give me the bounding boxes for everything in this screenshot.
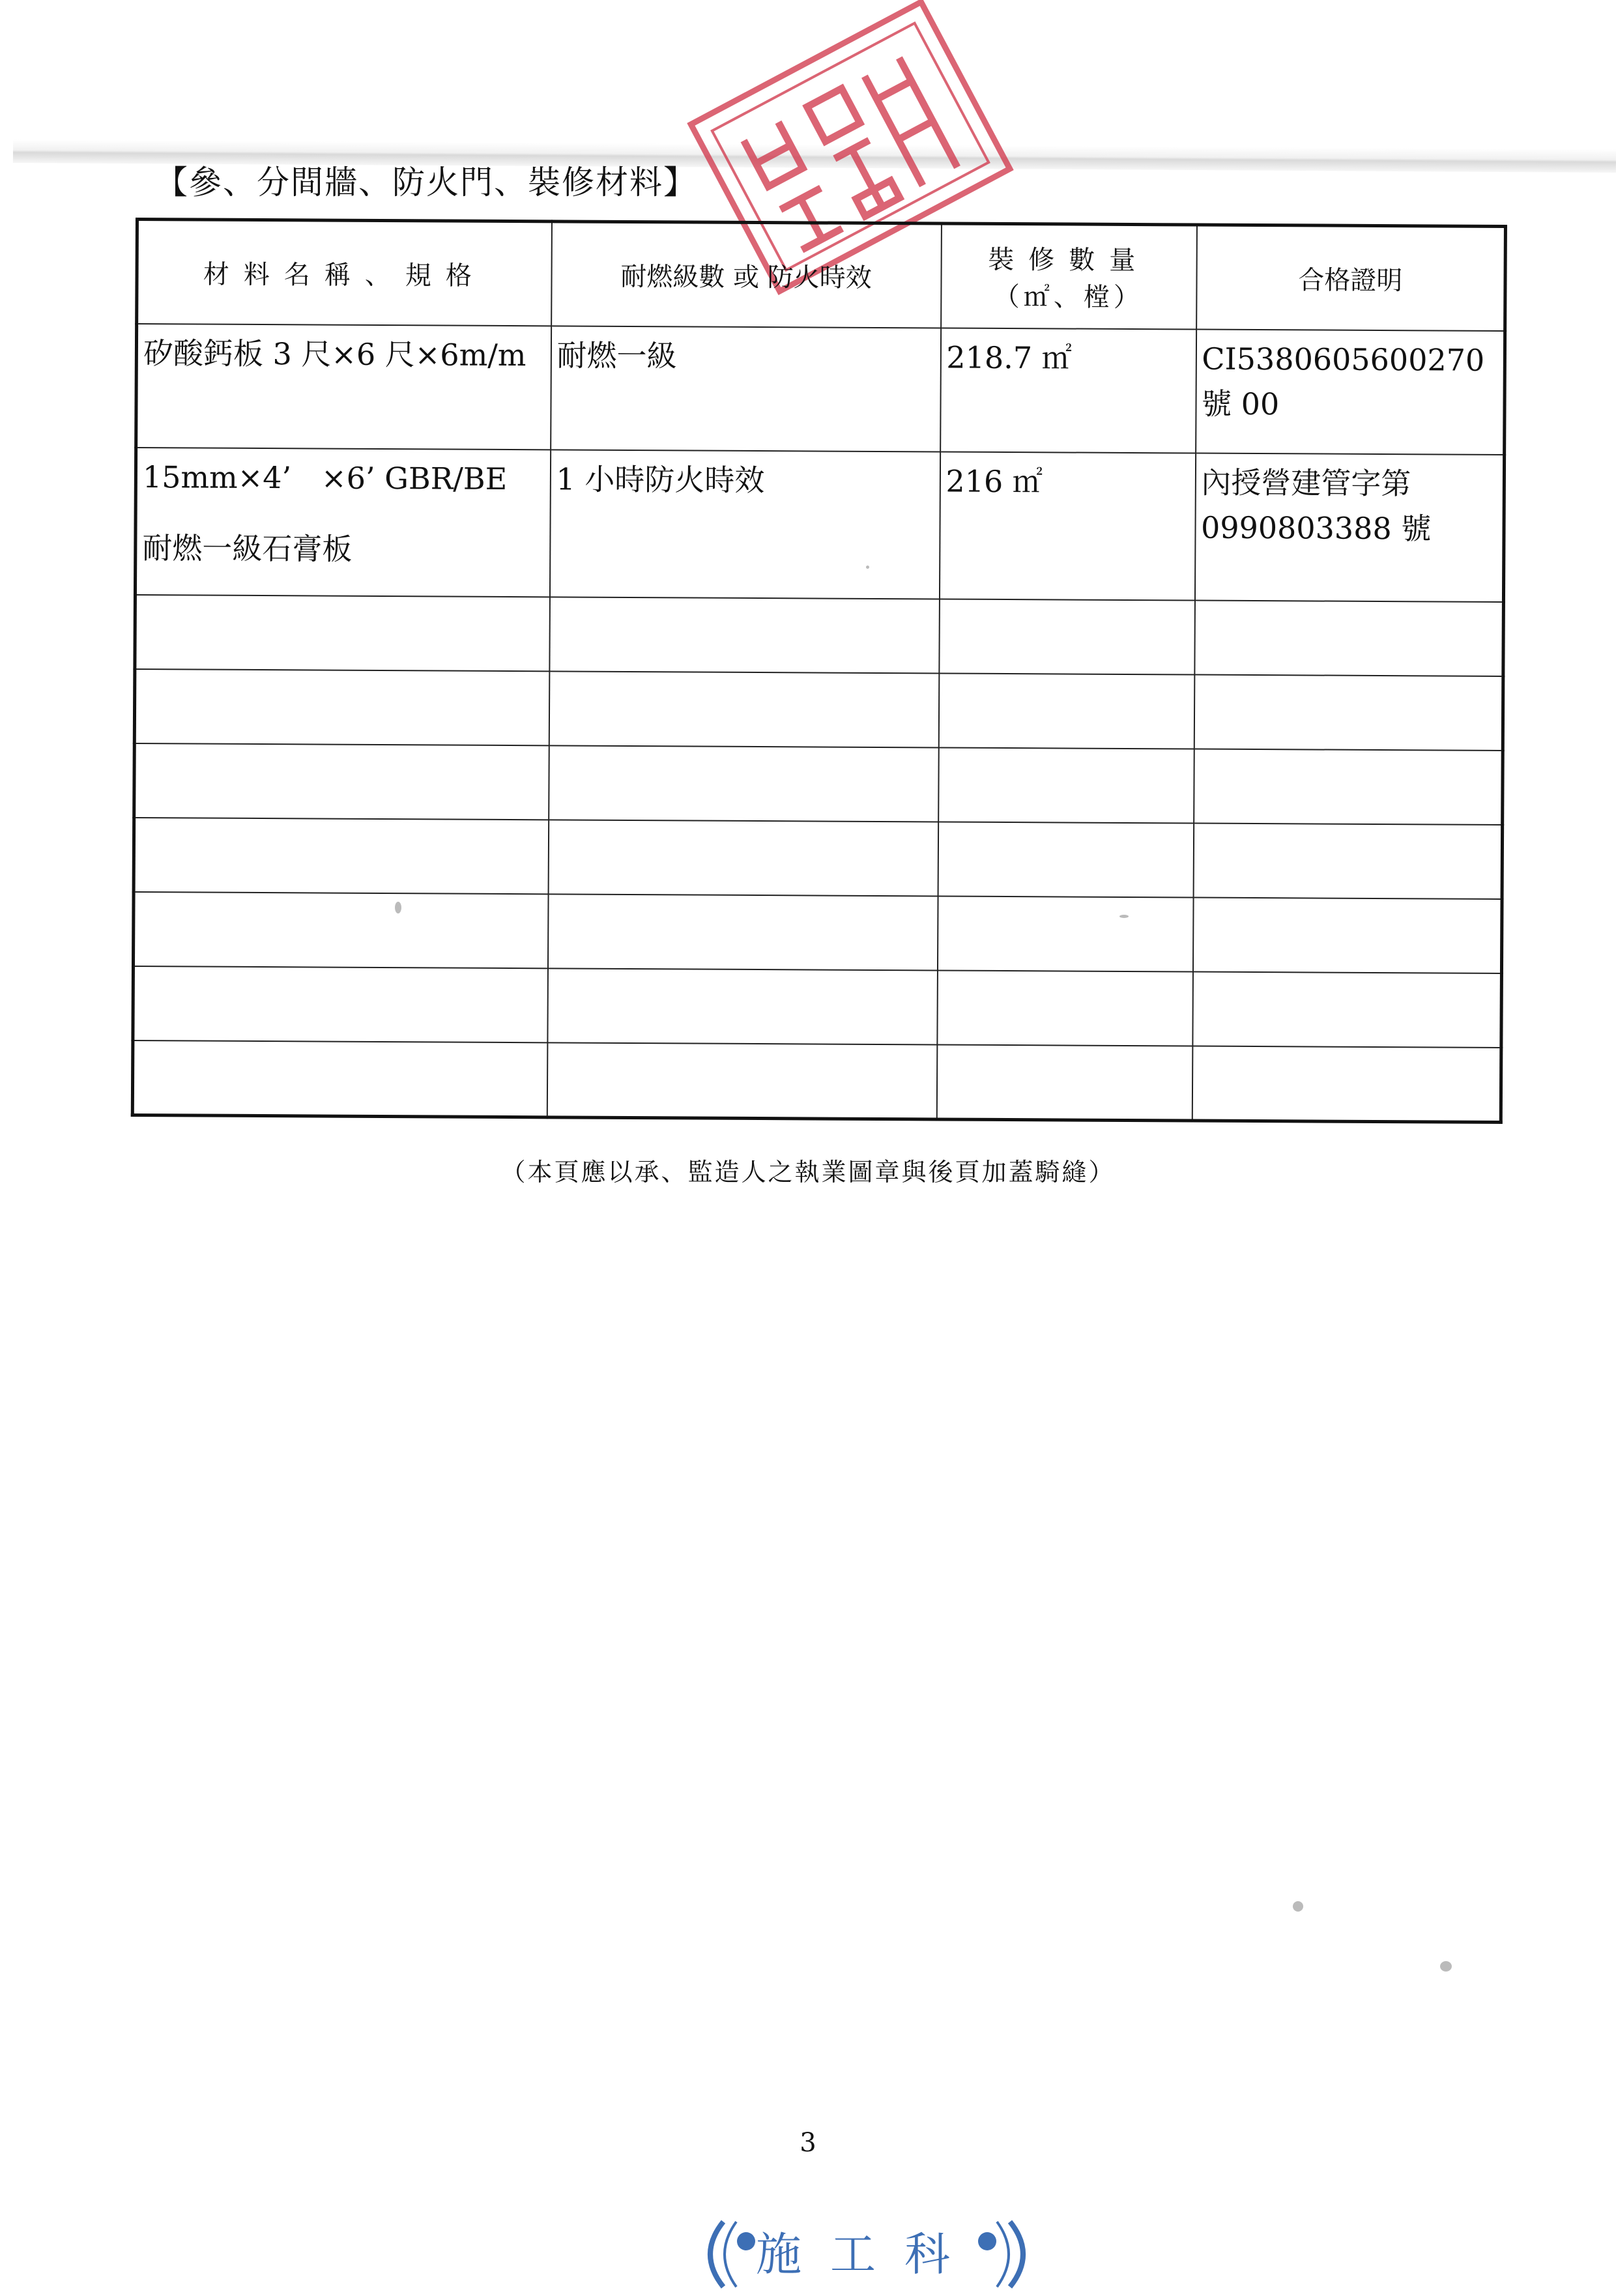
footnote: （本頁應以承、監造人之執業圖章與後頁加蓋騎縫） [500,1158,1116,1186]
row2-quantity: 216 ㎡ [939,452,1195,600]
scan-speck [395,902,401,913]
empty-cell [135,595,550,671]
empty-cell [549,671,939,747]
table-row-empty [134,743,1503,825]
scan-speck [1440,1961,1452,1972]
empty-cell [939,599,1195,674]
empty-cell [938,748,1194,824]
table-header-row [137,220,1506,331]
table-row-empty [135,595,1504,676]
empty-cell [938,822,1194,898]
empty-cell [1192,972,1502,1048]
empty-cell [549,745,939,822]
row1-fire-rating: 耐燃一級 [551,326,941,452]
row1-material-line1: 矽酸鈣板 3 尺×6 尺×6m/m [143,335,527,373]
empty-cell [547,969,938,1045]
header-fire-rating: 耐燃級數 或 防火時效 [551,222,942,328]
empty-cell [134,743,549,820]
table-row [135,448,1504,602]
empty-cell [132,1040,547,1117]
header-material: 材料名稱、規格 [137,220,552,326]
row2-certificate [1194,453,1504,602]
row2-material-line2: 耐燃一級石膏板 [142,530,353,567]
row2-certificate-line1: 內授營建管字第 [1201,465,1411,501]
empty-cell [1194,600,1504,676]
row2-material [135,448,550,597]
scan-speck [1119,915,1129,918]
row2-material-line1: 15mm×4’ ×6’ GBR/BE [142,459,508,496]
empty-cell [134,818,549,894]
empty-cell [547,1043,937,1119]
empty-cell [937,971,1193,1046]
row1-material [136,324,551,450]
page-number: 3 [800,2128,816,2158]
table-row-empty [133,892,1502,973]
empty-cell [549,597,940,673]
section-title: 【參、分間牆、防火門、裝修材料】 [155,164,697,201]
row1-certificate [1196,329,1505,455]
empty-cell [547,895,938,971]
empty-cell [937,897,1193,972]
header-quantity-unit: （㎡、樘） [993,282,1144,313]
blue-department-seal [684,2215,1049,2293]
empty-cell [548,820,938,896]
seal-text: 施工科 [756,2228,979,2281]
table-row-empty [132,1040,1501,1122]
row2-fire-rating: 1 小時防火時效 [549,450,940,599]
scan-speck [866,566,869,569]
table-row-empty [134,818,1503,899]
empty-cell [134,669,549,745]
empty-cell [133,892,548,968]
empty-cell [133,966,548,1042]
header-quantity [941,223,1197,329]
empty-cell [938,673,1194,749]
header-quantity-label: 裝修數量 [988,245,1150,276]
row2-certificate-line2: 0990803388 號 [1200,509,1432,547]
scan-speck [1293,1901,1303,1912]
empty-cell [1192,1046,1501,1123]
materials-table [131,218,1507,1124]
row1-certificate-line2: 號 00 [1201,386,1280,422]
empty-cell [936,1045,1192,1121]
header-certificate: 合格證明 [1196,225,1506,331]
empty-cell [1194,749,1503,825]
row1-quantity: 218.7 ㎡ [940,328,1196,453]
empty-cell [1192,898,1502,974]
row1-certificate-line1: CI5380605600270 [1202,341,1485,378]
table-row-empty [133,966,1502,1048]
empty-cell [1194,674,1503,751]
table-row [136,324,1505,455]
empty-cell [1193,824,1503,900]
table-row-empty [134,669,1503,751]
materials-table-wrapper [131,218,1504,1124]
